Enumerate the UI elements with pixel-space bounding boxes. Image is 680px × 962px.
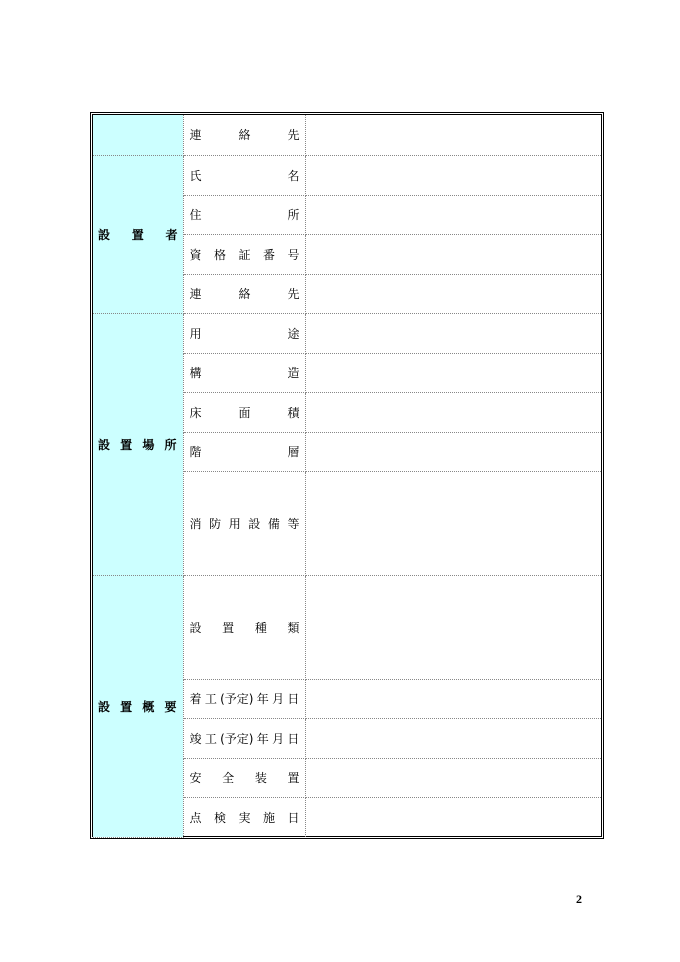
label-char: 工: [204, 731, 217, 746]
location-section-heading: [93, 313, 183, 575]
label-char: 全: [222, 771, 235, 785]
label-char: 先: [287, 128, 300, 143]
justified-label: [184, 364, 305, 381]
label-char: 連: [189, 128, 202, 143]
label-char: 所: [287, 208, 300, 222]
label-char: 名: [287, 168, 300, 183]
top-contact-label: [183, 115, 305, 155]
label-char: 連: [189, 287, 202, 301]
justified-label: [184, 206, 305, 223]
label-char: 絡: [238, 128, 251, 143]
installer-address-value[interactable]: [305, 195, 601, 234]
location-floor-area-value[interactable]: [305, 392, 601, 432]
justified-label: [184, 443, 305, 460]
label-char: 番: [262, 247, 275, 262]
location-floors-label: [183, 432, 305, 471]
overview-start-date-value[interactable]: [305, 679, 601, 718]
label-char: 造: [287, 366, 300, 380]
location-fire-equipment-value[interactable]: [305, 471, 601, 575]
label-char: 所: [164, 437, 177, 452]
location-floors-value[interactable]: [305, 432, 601, 471]
label-char: 日: [287, 810, 300, 825]
form-row: [93, 155, 601, 195]
justified-label: [184, 515, 305, 532]
label-char: 置: [120, 699, 133, 714]
justified-label: [184, 404, 305, 421]
label-char: 要: [164, 699, 177, 714]
label-char: 等: [287, 516, 300, 531]
label-char: 安: [189, 771, 202, 785]
overview-section-heading: [93, 575, 183, 837]
label-char: 施: [262, 810, 275, 825]
label-char: 証: [238, 247, 251, 262]
label-char: 床: [189, 405, 202, 420]
form-row-top-contact: [93, 115, 601, 155]
installer-name-label: [183, 155, 305, 195]
overview-completion-date-label: [183, 718, 305, 758]
label-char: 用: [189, 326, 202, 341]
label-char: (予定): [220, 731, 254, 746]
justified-label: [184, 325, 305, 342]
label-char: 設: [248, 516, 261, 531]
label-char: 設: [98, 437, 111, 452]
label-char: 検: [213, 810, 226, 825]
label-char: 先: [287, 287, 300, 301]
label-char: 月: [272, 731, 285, 746]
justified-label: [184, 246, 305, 263]
label-char: 類: [287, 620, 300, 635]
installer-contact-label: [183, 274, 305, 313]
label-char: 階: [189, 445, 202, 459]
installer-contact-value[interactable]: [305, 274, 601, 313]
label-char: 日: [287, 692, 300, 706]
label-char: 竣: [189, 731, 202, 746]
label-char: 氏: [189, 168, 202, 183]
label-char: 着: [189, 692, 202, 706]
label-char: 消: [189, 516, 202, 531]
justified-label: [184, 809, 305, 826]
label-char: 面: [238, 405, 251, 420]
label-char: 置: [222, 620, 235, 635]
label-char: 装: [254, 771, 267, 785]
label-char: 層: [287, 445, 300, 459]
label-char: 設: [189, 620, 202, 635]
label-char: 日: [287, 731, 300, 746]
justified-label: [93, 226, 183, 243]
label-char: 年: [256, 731, 269, 746]
justified-label: [93, 436, 183, 453]
label-char: 途: [287, 326, 300, 341]
location-use-label: [183, 313, 305, 353]
form-row: [93, 575, 601, 679]
label-char: 実: [238, 810, 251, 825]
installer-address-label: [183, 195, 305, 234]
label-char: 住: [189, 208, 202, 222]
installer-license-value[interactable]: [305, 234, 601, 274]
overview-safety-device-value[interactable]: [305, 758, 601, 797]
label-char: 月: [272, 692, 285, 706]
label-char: 置: [131, 227, 144, 242]
label-char: 積: [287, 405, 300, 420]
label-char: (予定): [220, 692, 254, 706]
justified-label: [184, 619, 305, 636]
justified-label: [93, 698, 183, 715]
label-char: 備: [267, 516, 280, 531]
installer-license-label: [183, 234, 305, 274]
overview-type-label: [183, 575, 305, 679]
label-char: 工: [204, 692, 217, 706]
justified-label: [184, 285, 305, 302]
location-use-value[interactable]: [305, 313, 601, 353]
label-char: 場: [142, 437, 155, 452]
label-char: 種: [254, 620, 267, 635]
location-structure-label: [183, 353, 305, 392]
label-char: 者: [165, 227, 178, 242]
overview-inspection-date-label: [183, 797, 305, 837]
justified-label: [184, 126, 305, 143]
top-empty-cell: [93, 115, 183, 155]
location-fire-equipment-label: [183, 471, 305, 575]
label-char: 概: [142, 699, 155, 714]
registration-form-table: [93, 115, 601, 838]
label-char: 絡: [238, 287, 251, 301]
justified-label: [184, 769, 305, 786]
page-number: 2: [576, 892, 582, 906]
label-char: 構: [189, 366, 202, 380]
overview-type-value[interactable]: [305, 575, 601, 679]
label-char: 点: [189, 810, 202, 825]
label-char: 設: [98, 227, 111, 242]
location-structure-value[interactable]: [305, 353, 601, 392]
justified-label: [184, 167, 305, 184]
installer-section-heading: [93, 155, 183, 313]
overview-start-date-label: [183, 679, 305, 718]
label-char: 資: [189, 247, 202, 262]
label-char: 年: [256, 692, 269, 706]
installer-name-value[interactable]: [305, 155, 601, 195]
label-char: 設: [98, 699, 111, 714]
label-char: 号: [287, 247, 300, 262]
label-char: 防: [209, 516, 222, 531]
location-floor-area-label: [183, 392, 305, 432]
label-char: 用: [228, 516, 241, 531]
overview-safety-device-label: [183, 758, 305, 797]
justified-label: [184, 690, 305, 707]
overview-completion-date-value[interactable]: [305, 718, 601, 758]
justified-label: [184, 730, 305, 747]
overview-inspection-date-value[interactable]: [305, 797, 601, 837]
label-char: 置: [287, 771, 300, 785]
label-char: 格: [213, 247, 226, 262]
form-row: [93, 313, 601, 353]
label-char: 置: [120, 437, 133, 452]
top-contact-value[interactable]: [305, 115, 601, 155]
